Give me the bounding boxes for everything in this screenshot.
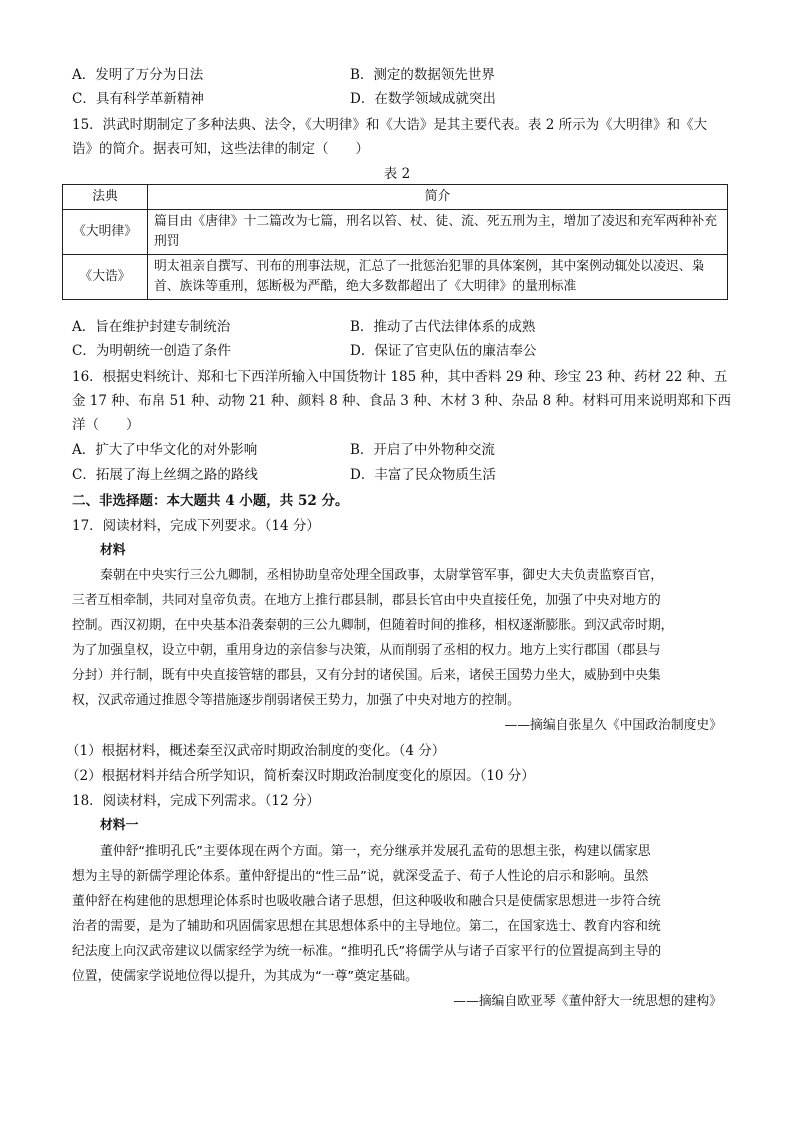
- q18-material-title: 材料一: [100, 818, 139, 833]
- table-header-row: [63, 185, 728, 210]
- table-row: [63, 210, 728, 255]
- q17-material-line: 分封）并行制，既有中央直接管辖的郡县，又有分封的诸侯国。后来，诸侯王国势力坐大，威胁到中央集: [72, 668, 661, 683]
- q14-option-d: D．在数学领域成就突出: [350, 91, 496, 107]
- q18-stem: 18．阅读材料，完成下列需求。（12 分）: [72, 793, 320, 809]
- q18-material-line: 位置，使儒家学说地位得以提升，为其成为“一尊”奠定基础。: [72, 969, 418, 984]
- q17-material-line: 权，汉武帝通过推恩令等措施逐步削弱诸侯王势力，加强了中央对地方的控制。: [72, 693, 520, 708]
- table-caption: 表 2: [383, 166, 411, 182]
- q17-sub-question-1: （1）根据材料，概述秦至汉武帝时期政治制度的变化。（4 分）: [66, 743, 446, 759]
- q16-stem-line2: 金 17 种、布帛 51 种、动物 21 种、颜料 8 种、食品 3 种、木材 3 种、杂品 8 种。材料可用来说明郑和下西: [72, 393, 731, 409]
- q17-material-title: 材料: [100, 543, 126, 558]
- q18-material-line: 董仲舒在构建他的思想理论体系时也吸收融合诸子思想，但这种吸收和融合只是使儒家思想进一步符合统: [72, 894, 661, 909]
- q16-option-b: B．开启了中外物种交流: [350, 442, 495, 458]
- q18-material-line: 董仲舒“推明孔氏”主要体现在两个方面。第一，充分继承并发展孔孟荀的思想主张，构建以儒家思: [100, 844, 651, 859]
- q18-material-line: 治者的需要，是为了辅助和巩固儒家思想在其思想体系中的主导地位。第二，在国家选士、教育内容和统: [72, 919, 661, 934]
- table-cell-code: 《大明律》: [63, 210, 148, 255]
- q15-stem-line2: 诰》的简介。据表可知，这些法律的制定（ ）: [72, 141, 369, 157]
- q15-stem-line1: 15．洪武时期制定了多种法典、法令，《大明律》和《大诰》是其主要代表。表 2 所示为《大明律》和《大: [72, 117, 708, 133]
- section-title: 二、非选择题：本大题共 4 小题，共 52 分。: [72, 493, 349, 509]
- q18-source: ——摘编自欧亚琴《董仲舒大一统思想的建构》: [453, 994, 722, 1009]
- q18-material-line: 想为主导的新儒学理论体系。董仲舒提出的“性三品”说，就深受孟子、荀子人性论的启示和影响。虽然: [72, 869, 649, 884]
- q17-sub-question-2: （2）根据材料并结合所学知识，简析秦汉时期政治制度变化的原因。（10 分）: [66, 768, 535, 784]
- table-row: [63, 255, 728, 300]
- q15-option-b: B．推动了古代法律体系的成熟: [350, 319, 536, 335]
- q15-option-d: D．保证了官吏队伍的廉洁奉公: [350, 343, 537, 359]
- table-header-code: 法典: [63, 185, 148, 210]
- q16-stem-line1: 16．根据史料统计、郑和七下西洋所输入中国货物计 185 种，其中香料 29 种、珍宝 23 种、药材 22 种、五: [72, 369, 728, 385]
- q17-material-line: 秦朝在中央实行三公九卿制，丞相协助皇帝处理全国政事，太尉掌管军事，御史大夫负责监察百官，: [100, 568, 664, 583]
- q16-stem-line3: 洋（ ）: [72, 417, 140, 433]
- q15-option-a: A．旨在维护封建专制统治: [72, 319, 231, 335]
- q14-option-b: B．测定的数据领先世界: [350, 67, 495, 83]
- q14-option-c: C．具有科学革新精神: [72, 91, 204, 107]
- q17-source: ——摘编自张星久《中国政治制度史》: [504, 718, 722, 733]
- q16-option-a: A．扩大了中华文化的对外影响: [72, 442, 258, 458]
- q17-material-line: 为了加强皇权，设立中朝，重用身边的亲信参与决策，从而削弱了丞相的权力。地方上实行郡国（郡县与: [72, 643, 661, 658]
- table-cell-intro: 明太祖亲自撰写、刊布的刑事法规，汇总了一批惩治犯罪的具体案例，其中案例动辄处以凌迟、枭首、族诛等重刑，惩断极为严酷，绝大多数都超出了《大明律》的量刑标准: [148, 255, 728, 300]
- law-table: [62, 184, 728, 300]
- table-cell-intro: 篇目由《唐律》十二篇改为七篇，刑名以笞、杖、徒、流、死五刑为主，增加了凌迟和充军两种补充刑罚: [148, 210, 728, 255]
- q17-material-line: 三者互相牵制，共同对皇帝负责。在地方上推行郡县制，郡县长官由中央直接任免，加强了中央对地方的: [72, 593, 661, 608]
- q16-option-c: C．拓展了海上丝绸之路的路线: [72, 467, 258, 483]
- q17-stem: 17．阅读材料，完成下列要求。（14 分）: [72, 518, 320, 534]
- q18-material-line: 纪法度上向汉武帝建议以儒家经学为统一标准。“推明孔氏”将儒学从与诸子百家平行的位置提高到主导的: [72, 944, 662, 959]
- q16-option-d: D．丰富了民众物质生活: [350, 467, 496, 483]
- q17-material-line: 控制。西汉初期，在中央基本沿袭秦朝的三公九卿制，但随着时间的推移，相权逐渐膨胀。到汉武帝时期，: [72, 618, 674, 633]
- table-cell-code: 《大诰》: [63, 255, 148, 300]
- q15-option-c: C．为明朝统一创造了条件: [72, 343, 231, 359]
- table-header-intro: 简介: [148, 185, 728, 210]
- q14-option-a: A．发明了万分为日法: [72, 67, 204, 83]
